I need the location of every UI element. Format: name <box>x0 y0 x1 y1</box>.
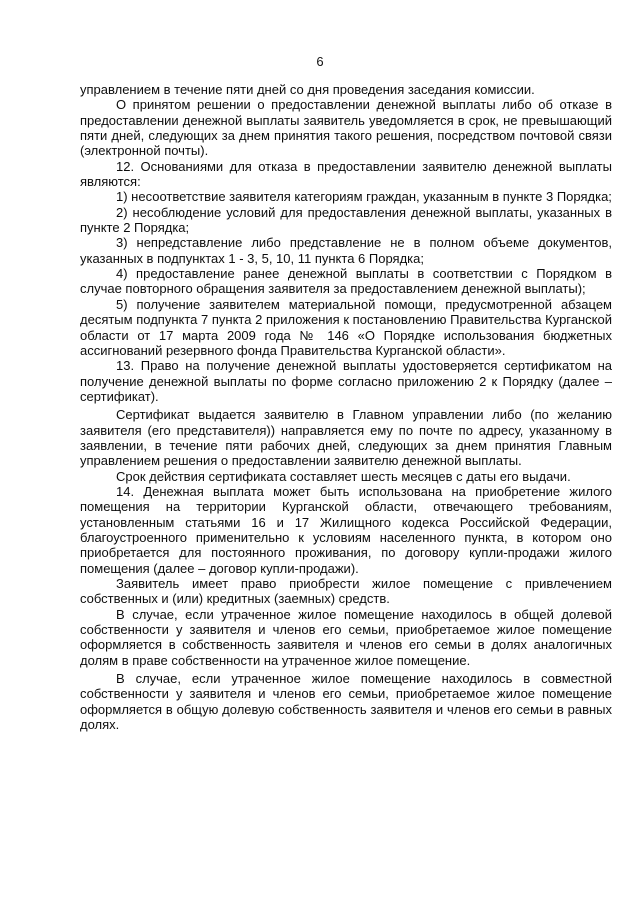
paragraph-shared-ownership: В случае, если утраченное жилое помещение находилось в общей долевой собственности у заявителя и членов его семьи, приобретаемое жилое помещение оформляется в собственность заявителя и членов его семьи в долях аналогичных долям в праве собственности на утраченное жилое помещение. <box>80 606 612 668</box>
paragraph-own-funds: Заявитель имеет право приобрести жилое помещение с привлечением собственных и (или) кредитных (заемных) средств. <box>80 576 612 607</box>
paragraph-certificate-validity: Срок действия сертификата составляет шесть месяцев с даты его выдачи. <box>116 468 571 484</box>
paragraph-joint-ownership: В случае, если утраченное жилое помещение находилось в совместной собственности у заявителя и членов его семьи, приобретаемое жилое помещение оформляется в общую долевую собственность заявителя и членов его семьи в равных долях. <box>80 671 612 733</box>
paragraph-decision-notice: О принятом решении о предоставлении денежной выплаты либо об отказе в предоставлении денежной выплаты заявитель уведомляется в срок, не превышающий пяти дней, следующих за днем принятия такого решения, посредством почтовой связи (электронной почты). <box>80 97 612 159</box>
page-number: 6 <box>316 54 324 69</box>
paragraph-clause-12: 12. Основаниями для отказа в предоставлении заявителю денежной выплаты являются: <box>80 158 612 190</box>
paragraph-clause-14: 14. Денежная выплата может быть использована на приобретение жилого помещения на территории Курганской области, отвечающего требованиям, установленным статьями 16 и 17 Жилищного кодекса Российской Федерации, благоустроенного применительно к условиям населенного пункта, в котором оно приобретается для постоянного проживания, по договору купли-продажи жилого помещения (далее – договор купли-продажи). <box>80 483 612 576</box>
paragraph-certificate-issue: Сертификат выдается заявителю в Главном управлении либо (по желанию заявителя (его представителя)) направляется ему по почте по адресу, указанному в заявлении, в течение пяти рабочих дней, следующих за днем принятия Главным управлением решения о предоставлении заявителю денежной выплаты. <box>80 407 612 469</box>
paragraph-clause-12-item-3: 3) непредставление либо представление не в полном объеме документов, указанных в подпунктах 1 - 3, 5, 10, 11 пункта 6 Порядка; <box>80 235 612 266</box>
paragraph-clause-12-item-1: 1) несоответствие заявителя категориям граждан, указанным в пункте 3 Порядка; <box>116 189 612 205</box>
paragraph-clause-13: 13. Право на получение денежной выплаты удостоверяется сертификатом на получение денежной выплаты по форме согласно приложению 2 к Порядку (далее – сертификат). <box>80 358 612 404</box>
paragraph-clause-12-item-5: 5) получение заявителем материальной помощи, предусмотренной абзацем десятым подпункта 7 пункта 2 приложения к постановлению Правительства Курганской области от 17 марта 2009 года № 146 «О Порядке использования бюджетных ассигнований резервного фонда Правительства Курганской области». <box>80 296 612 358</box>
paragraph-clause-12-item-2: 2) несоблюдение условий для предоставления денежной выплаты, указанных в пункте 2 Порядка; <box>80 204 612 236</box>
paragraph-continuation: управлением в течение пяти дней со дня проведения заседания комиссии. <box>80 82 535 97</box>
document-body <box>80 82 612 732</box>
paragraph-clause-12-item-4: 4) предоставление ранее денежной выплаты в соответствии с Порядком в случае повторного обращения заявителя за предоставлением денежной выплаты); <box>80 266 612 297</box>
